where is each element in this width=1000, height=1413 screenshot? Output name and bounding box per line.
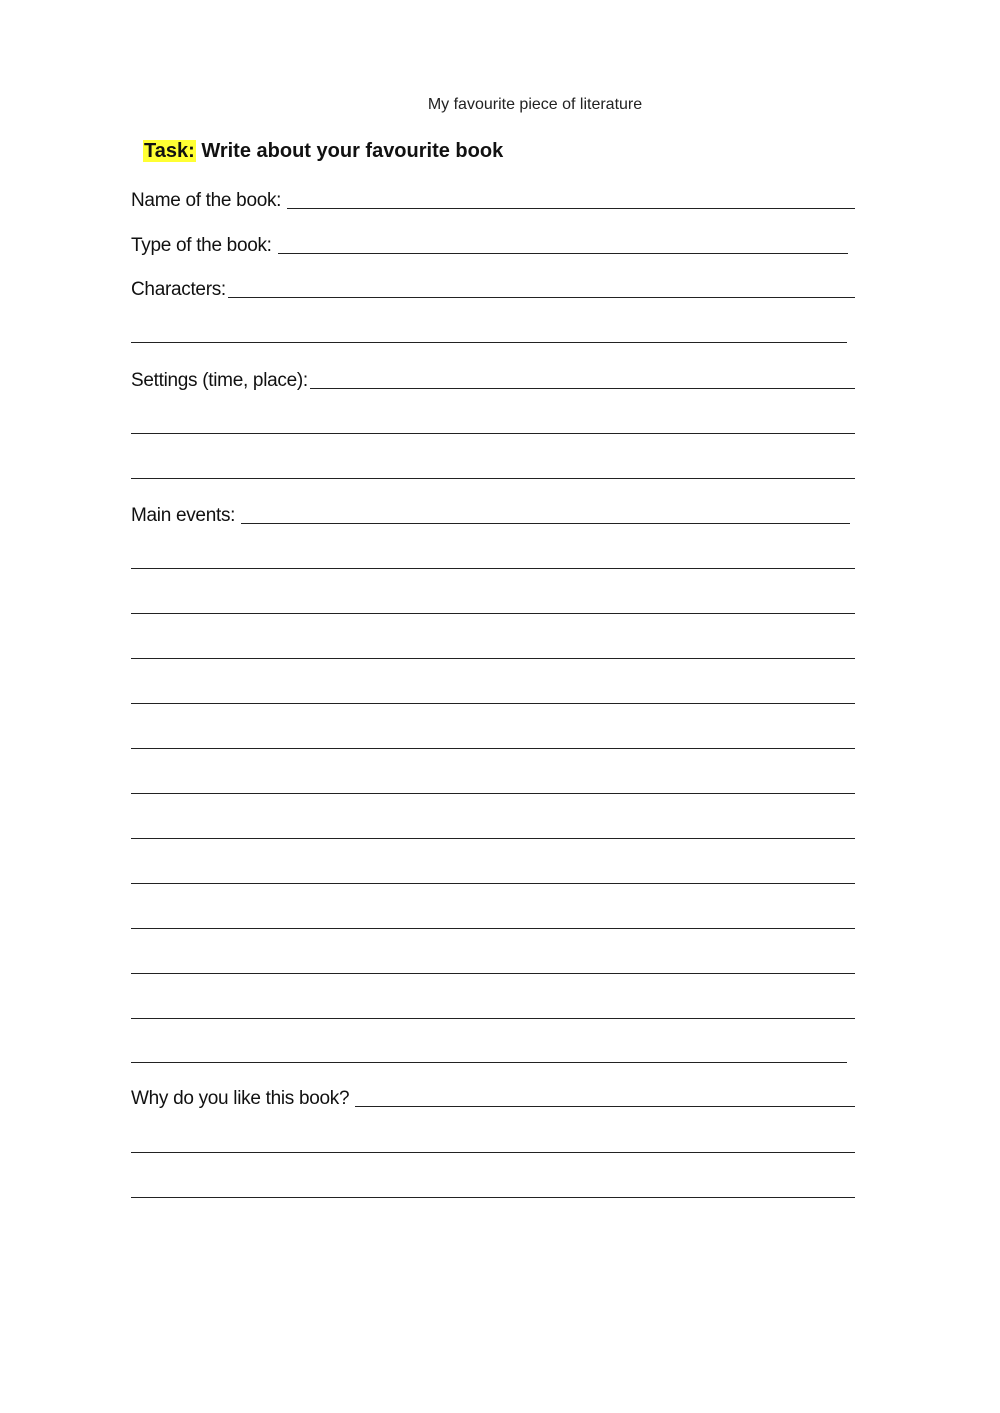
settings-line[interactable] [131,364,855,392]
answer-rule [131,1152,855,1153]
blank-answer-line[interactable] [131,634,855,662]
answer-rule [131,658,855,659]
blank-answer-line[interactable] [131,454,855,482]
why-like-book-line[interactable] [131,1082,855,1110]
answer-rule [131,1197,855,1198]
name-of-book-line[interactable] [131,184,855,212]
name-of-book-label: Name of the book: [131,190,282,211]
blank-answer-line[interactable] [131,724,855,752]
answer-rule [278,253,848,254]
answer-rule [131,838,855,839]
type-of-book-label: Type of the book: [131,235,272,256]
settings-label-detail: (time, place): [197,370,308,391]
blank-answer-line[interactable] [131,409,855,437]
answer-rule [131,568,855,569]
answer-rule [228,297,855,298]
type-of-book-line[interactable] [131,229,848,257]
answer-rule [287,208,855,209]
answer-rule [131,1062,847,1063]
blank-answer-line[interactable] [131,544,855,572]
settings-label [131,370,310,392]
answer-rule [131,928,855,929]
blank-answer-line[interactable] [131,1173,855,1201]
characters-line[interactable] [131,273,855,301]
answer-rule [131,1018,855,1019]
settings-label-main: Settings [131,370,198,391]
blank-answer-line[interactable] [131,1038,847,1066]
blank-answer-line[interactable] [131,994,855,1022]
answer-rule [310,388,855,389]
answer-rule [241,523,850,524]
blank-answer-line[interactable] [131,904,855,932]
main-events-line[interactable] [131,499,850,527]
why-like-book-label: Why do you like this book? [131,1088,350,1109]
main-events-label: Main events: [131,505,236,526]
blank-answer-line[interactable] [131,814,855,842]
answer-rule [131,793,855,794]
blank-answer-line[interactable] [131,679,855,707]
answer-rule [131,478,855,479]
answer-rule [131,973,855,974]
answer-rule [131,342,847,343]
answer-rule [355,1106,855,1107]
blank-answer-line[interactable] [131,859,855,887]
blank-answer-line[interactable] [131,1128,855,1156]
blank-answer-line[interactable] [131,949,855,977]
answer-rule [131,883,855,884]
page-title: My favourite piece of literature [427,96,643,113]
blank-answer-line[interactable] [131,769,855,797]
blank-answer-line[interactable] [131,318,847,346]
task-label: Task: [144,140,195,162]
blank-answer-line[interactable] [131,589,855,617]
answer-rule [131,703,855,704]
answer-rule [131,433,855,434]
task-text: Write about your favourite book [195,140,504,162]
answer-rule [131,613,855,614]
task-heading [143,140,503,163]
answer-rule [131,748,855,749]
characters-label: Characters: [131,279,226,300]
